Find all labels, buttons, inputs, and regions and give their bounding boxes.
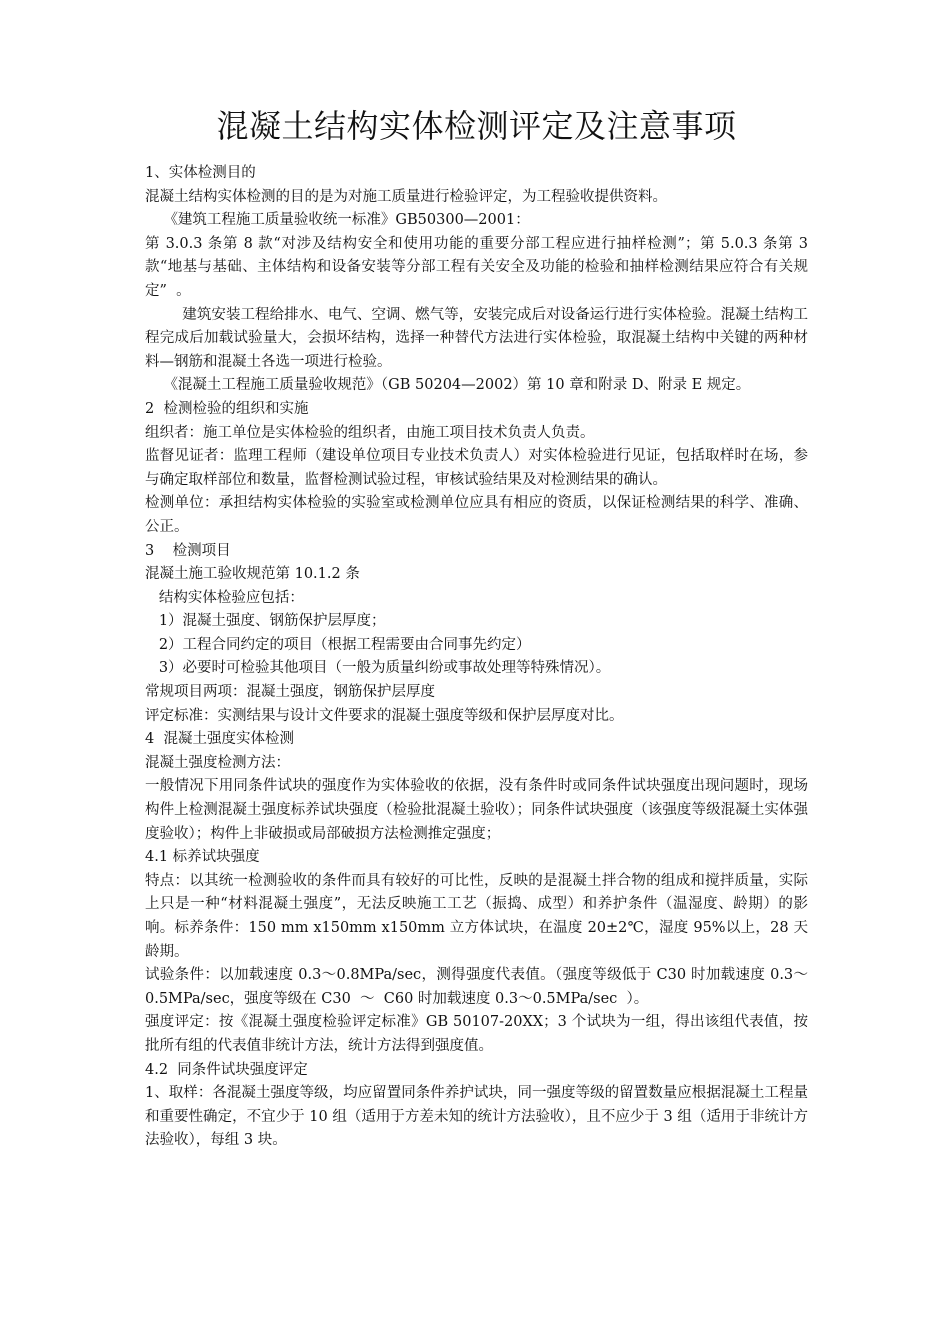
- list-intro: 结构实体检验应包括：: [145, 589, 304, 606]
- paragraph: 混凝土施工验收规范第 10.1.2 条: [145, 566, 360, 583]
- section-heading-items: 3 检测项目: [145, 542, 231, 559]
- paragraph: 强度评定：按《混凝土强度检验评定标准》GB 50107-20XX；3 个试块为一组，得出该组代表值，按批所有组的代表值非统计方法，统计方法得到强度值。: [145, 1014, 808, 1054]
- paragraph: 一般情况下用同条件试块的强度作为实体验收的依据，没有条件时或同条件试块强度出现问题时，现场构件上检测混凝土强度标养试块强度（检验批混凝土验收）；同条件试块强度（该强度等级混凝土实体强度验收）；构件上非破损或局部破损方法检测推定强度；: [145, 778, 808, 842]
- document-body: [145, 162, 813, 1153]
- paragraph: 特点：以其统一检测验收的条件而具有较好的可比性，反映的是混凝土拌合物的组成和搅拌质量，实际上只是一种“材料混凝土强度”，无法反映施工工艺（振捣、成型）和养护条件（温湿度、龄期）的影响。标养条件：150 mm x150mm x150mm 立方体试块，在温度 20±2℃，湿度 95%以上，28 天龄期。: [145, 872, 808, 960]
- section-heading-purpose: 1、实体检测目的: [145, 165, 256, 181]
- paragraph: 检测单位：承担结构实体检验的实验室或检测单位应具有相应的资质，以保证检测结果的科学、准确、公正。: [145, 495, 808, 535]
- paragraph: 建筑安装工程给排水、电气、空调、燃气等，安装完成后对设备运行进行实体检验。混凝土结构工程完成后加载试验量大，会损坏结构，选择一种替代方法进行实体检验，取混凝土结构中关键的两种材料—钢筋和混凝土各选一项进行检验。: [145, 306, 808, 370]
- document-page: [145, 100, 813, 1153]
- section-heading-organization: 2 检测检验的组织和实施: [145, 400, 309, 417]
- paragraph-standard-reference: 《混凝土工程施工质量验收规范》（GB 50204—2002）第 10 章和附录 D、附录 E 规定。: [145, 377, 751, 394]
- paragraph-standard-reference: 《建筑工程施工质量验收统一标准》GB50300—2001：: [145, 212, 530, 229]
- subsection-heading-standard-cured: 4.1 标养试块强度: [145, 849, 260, 866]
- list-item: 3）必要时可检验其他项目（一般为质量纠纷或事故处理等特殊情况）。: [145, 660, 611, 677]
- list-item: 1）混凝土强度、钢筋保护层厚度；: [145, 613, 386, 630]
- paragraph: 混凝土强度检测方法：: [145, 754, 290, 771]
- list-item: 2）工程合同约定的项目（根据工程需要由合同事先约定）: [145, 636, 531, 653]
- section-heading-strength: 4 混凝土强度实体检测: [145, 731, 294, 748]
- paragraph: 试验条件：以加载速度 0.3～0.8MPa/sec，测得强度代表值。（强度等级低于 C30 时加载速度 0.3～0.5MPa/sec，强度等级在 C30 ～ C60 时加载速度 0.3～0.5MPa/sec ）。: [145, 967, 808, 1007]
- paragraph: 混凝土结构实体检测的目的是为对施工质量进行检验评定，为工程验收提供资料。: [145, 188, 667, 205]
- paragraph: 第 3.0.3 条第 8 款“对涉及结构安全和使用功能的重要分部工程应进行抽样检测”；第 5.0.3 条第 3 款“地基与基础、主体结构和设备安装等分部工程有关安全及功能的检验和抽样检测结果应符合有关规定” 。: [145, 235, 813, 299]
- paragraph: 1、取样：各混凝土强度等级，均应留置同条件养护试块，同一强度等级的留置数量应根据混凝土工程量和重要性确定，不宜少于 10 组（适用于方差未知的统计方法验收），且不应少于 3 组（适用于非统计方法验收），每组 3 块。: [145, 1085, 808, 1149]
- paragraph: 常规项目两项：混凝土强度，钢筋保护层厚度: [145, 684, 435, 701]
- paragraph: 组织者：施工单位是实体检验的组织者，由施工项目技术负责人负责。: [145, 424, 595, 441]
- document-title: 混凝土结构实体检测评定及注意事项: [216, 107, 737, 145]
- paragraph: 评定标准：实测结果与设计文件要求的混凝土强度等级和保护层厚度对比。: [145, 707, 624, 724]
- paragraph: 监督见证者：监理工程师（建设单位项目专业技术负责人）对实体检验进行见证，包括取样时在场，参与确定取样部位和数量，监督检测试验过程，审核试验结果及对检测结果的确认。: [145, 448, 808, 488]
- subsection-heading-same-condition: 4.2 同条件试块强度评定: [145, 1061, 308, 1078]
